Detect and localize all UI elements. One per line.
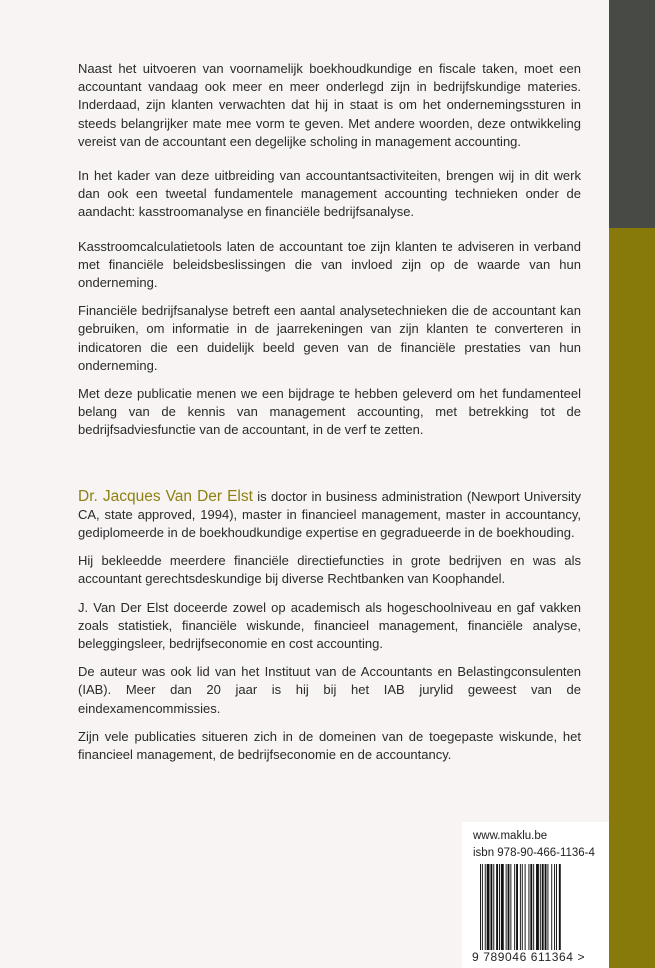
intro-paragraph-2: In het kader van deze uitbreiding van accountantsactiviteiten, brengen wij in dit werk dan ook een tweetal fundamentele management accounting technieken onder de aandacht: kasstroomanalyse en financiële bedrijfsanalyse. [78, 168, 581, 220]
intro-paragraph-1: Naast het uitvoeren van voornamelijk boekhoudkundige en fiscale taken, moet een accountant vandaag ook meer en meer onderlegd zijn in bedrijfskundige materies. Inderdaad, zijn klanten verwachten dat hij in staat is om het ondernemingssturen in steeds belangrijker mate mee vorm te geven. Met andere woorden, deze ontwikkeling vereist van de accountant een degelijke scholing in management accounting. [78, 61, 581, 149]
intro-paragraph-3: Kasstroomcalculatietools laten de accountant toe zijn klanten te adviseren in verband met financiële beleidsbeslissingen die van invloed zijn op de waarde van hun onderneming. [78, 238, 581, 291]
author-paragraph-4: De auteur was ook lid van het Instituut van de Accountants en Belastingconsulenten (IAB). Meer dan 20 jaar is hij bij het IAB jurylid geweest van de eindexamencommissies. [78, 664, 581, 716]
author-paragraph-3: J. Van Der Elst doceerde zowel op academisch als hogeschoolniveau en gaf vakken zoals statistiek, financiële wiskunde, financieel management, financiële analyse, beleggingsleer, bedrijfseconomie en cost accounting. [78, 599, 581, 652]
author-paragraph-5: Zijn vele publicaties situeren zich in de domeinen van de toegepaste wiskunde, het financieel management, de bedrijfseconomie en de accountancy. [78, 728, 581, 763]
barcode [480, 864, 600, 958]
author-intro-text: is doctor in business administration (Newport University CA, state approved, 1994), master in financieel management, master in accountancy, gediplomeerde in de boekhoudkundige expertise en gegradueerde in de boekhouding. [78, 488, 581, 541]
back-cover-text [78, 60, 581, 774]
author-name: Dr. Jacques Van Der Elst [78, 487, 253, 505]
barcode-digits: 9 789046 611364 > [472, 950, 586, 964]
intro-paragraph-4: Financiële bedrijfsanalyse betreft een aantal analysetechnieken die de accountant kan gebruiken, om informatie in de jaarrekeningen van zijn klanten te converteren in indicatoren die een duidelijk beeld geven van de financiële prestaties van hun onderneming. [78, 303, 581, 373]
author-bio [78, 488, 581, 765]
intro-paragraph-5: Met deze publicatie menen we een bijdrage te hebben geleverd om het fundamenteel belang van de kennis van management accounting, met betrekking tot de bedrijfsadviesfunctie van de accountant, in de verf te zetten. [78, 386, 581, 438]
author-paragraph-1 [78, 488, 581, 543]
isbn-box [462, 822, 609, 968]
cover-band-olive [609, 228, 655, 968]
cover-band-dark [609, 0, 655, 228]
publisher-url: www.maklu.be [473, 830, 548, 842]
isbn-number: isbn 978-90-466-1136-4 [473, 847, 595, 859]
author-paragraph-2: Hij bekleedde meerdere financiële directiefuncties in grote bedrijven en was als accountant gerechtsdeskundige bij diverse Rechtbanken van Koophandel. [78, 553, 581, 587]
